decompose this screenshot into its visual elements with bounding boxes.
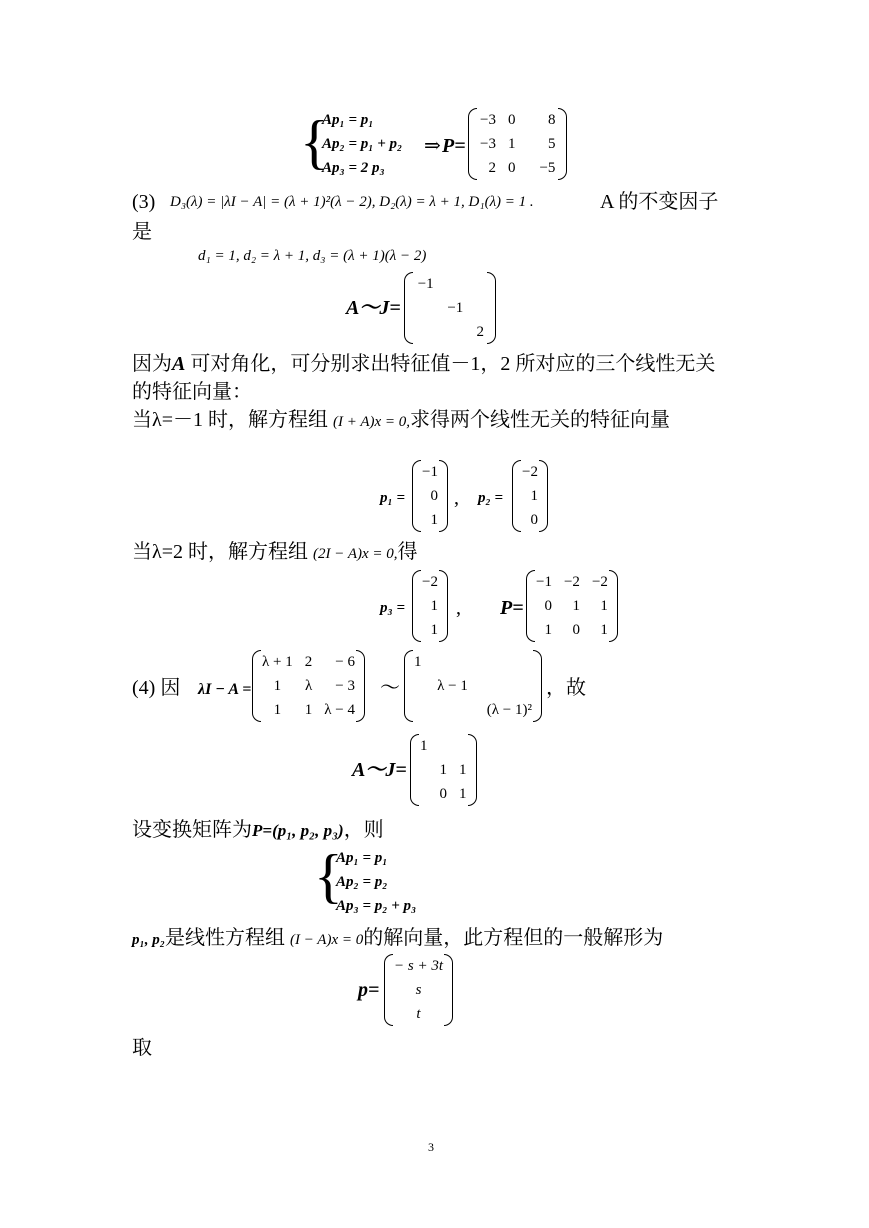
jordan3-lhs: A～J=: [346, 297, 401, 319]
para1: 因为A 可对角化，可分别求出特征值－1，2 所对应的三个线性无关: [132, 353, 716, 375]
system2: [336, 846, 416, 918]
transform-line: 设变换矩阵为P=(p₁, p₂, p₃)，则: [132, 819, 384, 841]
p2-lhs: p₂ =: [478, 490, 504, 506]
comma: ,: [456, 597, 461, 619]
smith-matrix: 1 λ − 1 (λ − 1)²: [404, 650, 542, 722]
P-lhs: P=: [500, 597, 524, 619]
p1-vector: −1 0 1: [412, 460, 448, 532]
invariant-factors: d₁ = 1, d₂ = λ + 1, d₃ = (λ + 1)(λ − 2): [198, 248, 427, 264]
p3-vector: −2 1 1: [412, 570, 448, 642]
part3-text-line2: 是: [132, 221, 152, 243]
system1-row: Ap₁ = p₁: [322, 112, 374, 128]
case1: 当λ=－1 时，解方程组 (I + A)x = 0,求得两个线性无关的特征向量: [132, 409, 671, 431]
solution-line: p₁, p₂是线性方程组 (I − A)x = 0的解向量，此方程但的一般解形为: [132, 927, 664, 949]
page-number: 3: [428, 1140, 434, 1154]
system1: [322, 108, 402, 180]
char-matrix: λ + 1 2 − 6 1 λ − 3 1 1 λ − 4: [252, 650, 365, 722]
para1-line2: 的特征向量：: [132, 381, 252, 403]
system2-brace: {: [314, 843, 343, 909]
system2-row: Ap₁ = p₁: [336, 850, 388, 866]
part3-formula: D₃(λ) = |λI − A| = (λ + 1)²(λ − 2), D₂(λ) = λ + 1, D₁(λ) = 1 .: [170, 194, 534, 210]
system1-row: Ap₂ = p₁ + p₂: [322, 136, 403, 152]
jordan4-matrix: 1 1 1 0 1: [410, 734, 477, 806]
system1-brace: {: [300, 109, 329, 175]
p-general-lhs: p=: [358, 979, 380, 1001]
part4-tail: ，故: [546, 677, 586, 699]
p1-lhs: p₁ =: [380, 490, 406, 506]
part3-text-tail: A 的不变因子: [600, 191, 719, 213]
jordan4-lhs: A～J=: [352, 759, 407, 781]
p-general-vector: − s + 3t s t: [384, 954, 453, 1026]
system1-row: Ap₃ = 2 p₃: [322, 160, 385, 176]
part3-label: (3): [132, 191, 156, 213]
part4-label: (4) 因: [132, 677, 181, 699]
sim-symbol: ～: [380, 677, 400, 699]
p3-lhs: p₃ =: [380, 600, 406, 616]
part4-lhs: λI − A =: [198, 681, 252, 698]
take-text: 取: [132, 1037, 152, 1059]
p-label: P=: [442, 135, 466, 157]
comma: ,: [454, 487, 459, 509]
jordan3-matrix: −1 −1 2: [404, 272, 496, 344]
system2-row: Ap₃ = p₂ + p₃: [336, 898, 417, 914]
case2: 当λ=2 时，解方程组 (2I − A)x = 0,得: [132, 541, 418, 563]
P-matrix: −1 −2 −2 0 1 1 1 0 1: [526, 570, 618, 642]
p2-vector: −2 1 0: [512, 460, 548, 532]
system2-row: Ap₂ = p₂: [336, 874, 388, 890]
implies-symbol: ⇒: [424, 135, 441, 157]
matrix-P-first: −3 0 8 −3 1 5 2 0 −5: [468, 108, 567, 180]
